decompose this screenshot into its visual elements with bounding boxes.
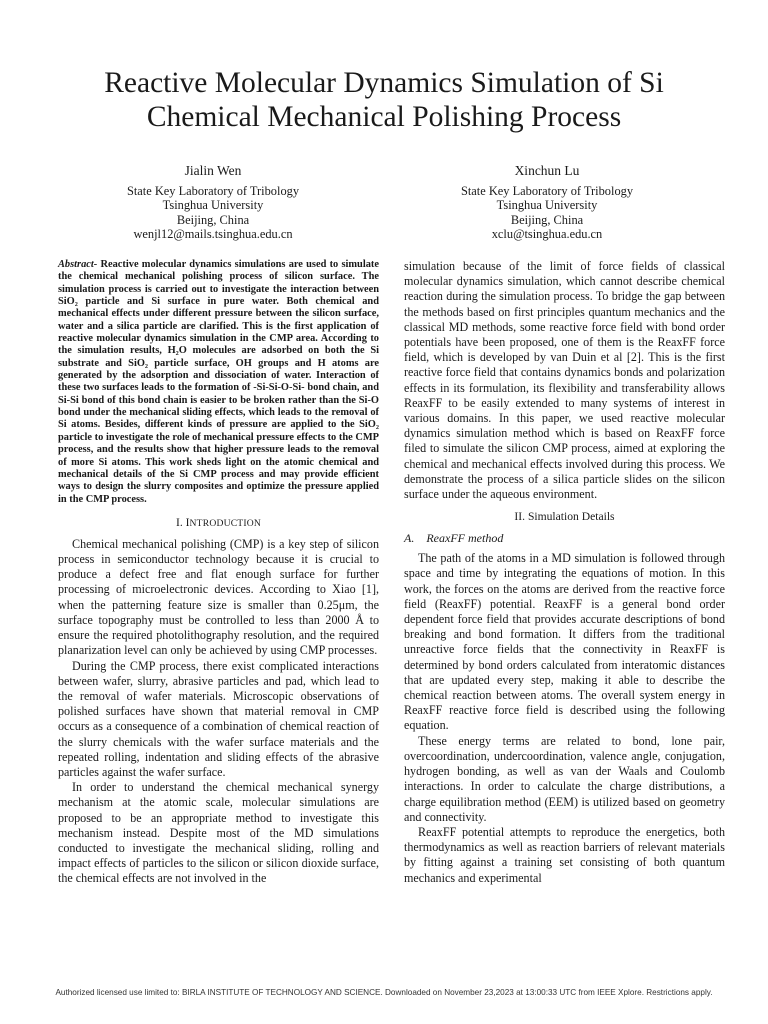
author-email: wenjl12@mails.tsinghua.edu.cn — [133, 227, 293, 242]
author-name: Xinchun Lu — [514, 163, 580, 178]
author-block-2 — [387, 164, 707, 242]
author-university: Tsinghua University — [162, 198, 264, 213]
reaxff-paragraph-3: ReaxFF potential attempts to reproduce the energetics, both thermodynamics as well as reaction barriers of relevant materials by fitting against a training set consisting of both quantum mechanics and experimental — [404, 824, 725, 885]
title-line-1: Reactive Molecular Dynamics Simulation of Si — [104, 67, 664, 99]
reaxff-paragraph-2: These energy terms are related to bond, lone pair, overcoordination, undercoordination, valence angle, conjugation, hydrogen bonding, as well as van der Waals and Coulomb interactions. In order to calculate the charge distributions, a charge equilibration method (EEM) is utilized based on geometry and connectivity. — [404, 733, 725, 824]
abstract-text: Reactive molecular dynamics simulations are used to simulate the chemical mechanical polishing process of silicon surface. The simulation process is carried out to investigate the interaction between SiO₂ particle and Si surface in pure water. Both chemical and mechanical effects under different pressure between the silicon surface, water and a silica particle are clarified. This is the first application of reactive molecular dynamics simulation in the CMP area. According to the simulation results, H₂O molecules are adsorbed on both the Si substrate and SiO₂ particle surface, OH groups and H atoms are generated by the adsorption and dissociation of water. Interaction of these two surfaces leads to the formation of -Si-Si-O-Si- bond chain, and Si-Si bond of this bond chain is easier to be broken rather than the Si-O bond under the mechanical sliding effects, which leads to the removal of Si atoms. Besides, different kinds of pressure are applied to the SiO₂ particle to investigate the role of mechanical pressure effects to the CMP process, and the results show that higher pressure leads to the removal of more Si atoms. This work sheds light on the atomic chemical and mechanical details of the Si CMP process and may provide efficient ways to design the slurry composites and optimize the pressure applied in the CMP process. — [58, 259, 379, 505]
right-column — [404, 259, 725, 886]
section-title-first-letter: I — [185, 515, 190, 529]
section-title-rest: NTRODUCTION — [189, 517, 262, 529]
author-name: Jialin Wen — [184, 163, 242, 178]
author-location: Beijing, China — [510, 212, 584, 227]
ieee-license-footer: Authorized licensed use limited to: BIRLA INSTITUTE OF TECHNOLOGY AND SCIENCE. Downloaded on November 23,2023 at 13:00:33 UTC from IEEE Xplore. Restrictions apply. — [55, 988, 713, 997]
reaxff-paragraph-1: The path of the atoms in a MD simulation is followed through space and time by integrating the equations of motion. In this work, the forces on the atoms are derived from the reactive force field (ReaxFF) potential. ReaxFF is a general bond order dependent force field that provides accurate descriptions of bond breaking and bond formation. It differs from the traditional unreactive force fields that the connectivity in ReaxFF is determined by bond orders calculated from interatomic distances that are updated every step, making it able to describe the chemical reaction between atoms. The overall system energy in ReaxFF reactive force field is described using the following equation. — [404, 551, 725, 733]
title-line-2: Chemical Mechanical Polishing Process — [146, 101, 622, 133]
author-location: Beijing, China — [176, 212, 250, 227]
author-university: Tsinghua University — [496, 198, 598, 213]
section-heading-simulation-details: II. Simulation Details — [514, 510, 615, 524]
intro-paragraph-1: Chemical mechanical polishing (CMP) is a key step of silicon process in semiconductor technology because it is crucial to produce a defect free and flat enough surface for further processing of microelectronic devices. According to Xiao [1], when the patterning feature size is smaller than 0.25μm, the surface topography must be controlled to less than 2000 Å to ensure the required photolithography resolution, and the required planarization level can only be achieved by using CMP processes. — [58, 536, 379, 658]
abstract-label: Abstract- — [58, 259, 98, 270]
intro-paragraph-3-continued: simulation because of the limit of force fields of classical molecular dynamics simulation, which cannot describe chemical reaction during the simulation process. To bridge the gap between the methods based on first principles quantum mechanics and the classical MD methods, some reactive force field with bond order potentials have been proposed, one of them is the ReaxFF force field, which is developed by van Duin et al [2]. This is the first reactive force field that contains dynamics bonds and polarization effects in its formulation, its flexibility and transferability allows ReaxFF to be easily extended to many systems of interest in various domains. In this paper, we used reactive molecular dynamics simulation method which is based on ReaxFF force filed to simulate the silicon CMP process, aimed at exploring the chemical and mechanical effects involved during this process. We demonstrate the process of a silica particle slides on the silicon surface under the aqueous environment. — [404, 259, 725, 502]
paper-title — [40, 66, 728, 134]
author-affiliation: State Key Laboratory of Tribology — [460, 183, 634, 198]
intro-paragraph-3: In order to understand the chemical mechanical synergy mechanism at the atomic scale, molecular simulations are proposed to be an appropriate method to investigate this mechanism instead. Despite most of the MD simulations conducted to investigate the mechanical sliding, rolling and impact effects of particles to the silicon or silicon dioxide surface, the chemical effects are not involved in the — [58, 780, 379, 886]
section-number: I. — [175, 515, 183, 529]
section-heading-introduction — [58, 516, 379, 529]
abstract — [58, 259, 379, 506]
author-block-1 — [53, 164, 373, 242]
intro-paragraph-2: During the CMP process, there exist complicated interactions between wafer, slurry, abrasive particles and pad, which lead to the removal of wafer materials. Microscopic observations of polished surfaces have shown that material removal in CMP occurs as a consequence of a combination of chemical reaction of the slurry chemicals with the wafer surface materials and the repeated rolling, indentation and sliding effects of the abrasive particles against the wafer surface. — [58, 658, 379, 779]
left-column — [58, 259, 379, 887]
subsection-letter: A. — [404, 531, 415, 546]
author-affiliation: State Key Laboratory of Tribology — [126, 183, 300, 198]
subsection-heading-reaxff — [404, 531, 725, 546]
subsection-title: ReaxFF method — [426, 531, 504, 546]
author-email: xclu@tsinghua.edu.cn — [491, 227, 603, 242]
